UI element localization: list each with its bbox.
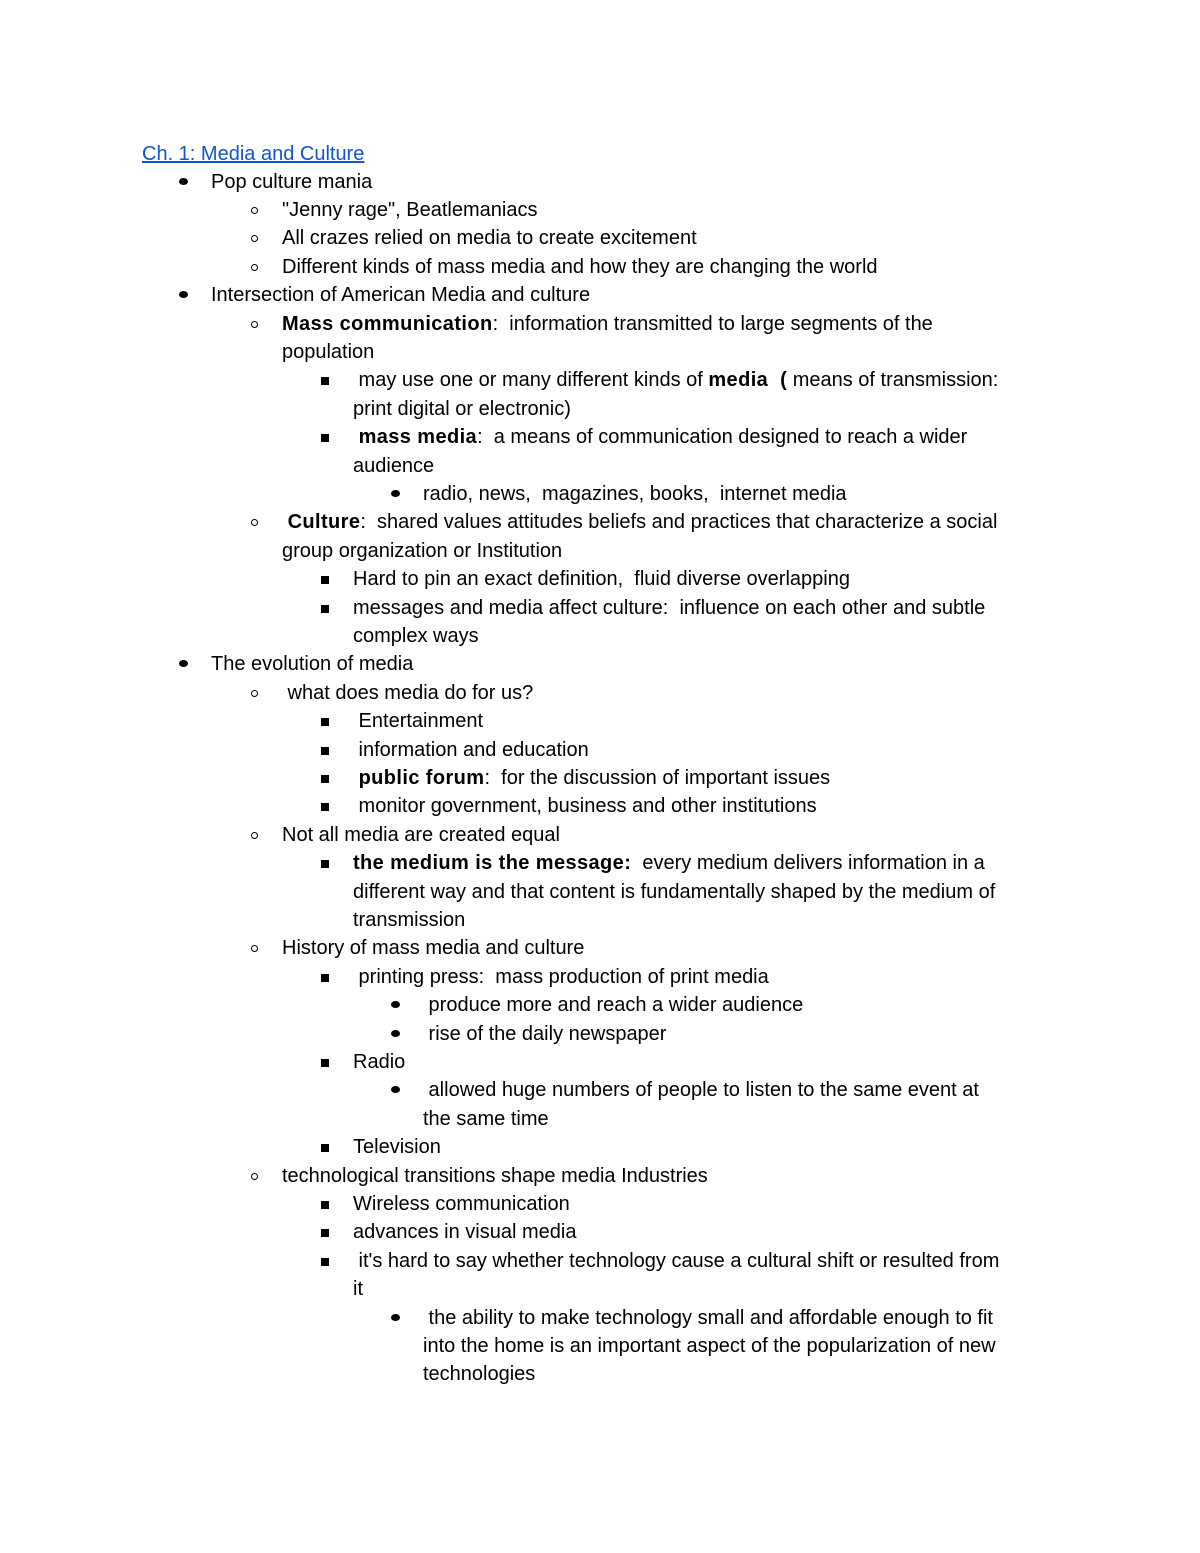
item-text-line: Wireless communication [353, 1192, 570, 1215]
list-item [353, 792, 817, 820]
list-item [282, 224, 697, 252]
item-text-line: group organization or Institution [282, 539, 563, 562]
bold-term: the medium is the message: [353, 852, 632, 875]
bold-term: Mass communication [282, 312, 493, 335]
list-item [353, 1247, 999, 1304]
item-text-line: it [353, 1278, 363, 1301]
item-text-line: All crazes relied on media to create excitement [282, 227, 697, 250]
item-text-line: audience [353, 454, 435, 477]
item-text-line: Television [353, 1136, 441, 1159]
item-text-line: what does media do for us? [282, 681, 534, 704]
item-text-line: rise of the daily newspaper [423, 1022, 667, 1045]
list-item [353, 1218, 576, 1246]
item-text-line: Pop culture mania [211, 170, 373, 193]
list-item [423, 1076, 979, 1133]
list-item [211, 650, 413, 678]
item-text-line: messages and media affect culture: influence on each other and subtle [353, 596, 986, 619]
list-item [353, 963, 769, 991]
list-item [353, 1133, 441, 1161]
list-item [353, 736, 589, 764]
item-text-line: monitor government, business and other institutions [353, 795, 817, 818]
item-text-line: Intersection of American Media and culture [211, 284, 591, 307]
item-text-line: the ability to make technology small and affordable enough to fit [423, 1306, 993, 1329]
item-text-line: complex ways [353, 624, 479, 647]
item-text-line: The evolution of media [211, 653, 414, 676]
item-text-line: advances in visual media [353, 1221, 577, 1244]
list-item [423, 1020, 666, 1048]
list-item [282, 310, 933, 367]
item-text-line: transmission [353, 908, 466, 931]
chapter-title-link[interactable]: Ch. 1: Media and Culture [142, 143, 365, 165]
list-item [353, 594, 985, 651]
item-text-line: radio, news, magazines, books, internet media [423, 482, 847, 505]
item-text-line: technologies [423, 1363, 536, 1386]
item-text-line: every medium delivers information in a [631, 852, 985, 875]
item-text-line: History of mass media and culture [282, 937, 585, 960]
item-text-line: it's hard to say whether technology cause a cultural shift or resulted from [353, 1249, 1000, 1272]
list-item [282, 821, 560, 849]
list-item [353, 423, 967, 480]
list-item [423, 991, 803, 1019]
item-text-line: : information transmitted to large segments of the [492, 312, 933, 335]
item-text-line: allowed huge numbers of people to listen to the same event at [423, 1079, 979, 1102]
list-item [282, 1162, 708, 1190]
item-text-line: different way and that content is fundamentally shaped by the medium of [353, 880, 996, 903]
list-item [353, 707, 483, 735]
item-text-line: : for the discussion of important issues [484, 766, 831, 789]
list-item [282, 508, 997, 565]
bold-term: media ( [708, 369, 788, 392]
item-text-line: means of transmission: [787, 369, 999, 392]
list-item [282, 253, 878, 281]
list-item [353, 1190, 570, 1218]
list-item [353, 764, 830, 792]
item-text-line: print digital or electronic) [353, 397, 571, 420]
item-text-line: information and education [353, 738, 589, 761]
item-text-line: into the home is an important aspect of the popularization of new [423, 1334, 996, 1357]
item-text-line: the same time [423, 1107, 549, 1130]
bold-term: mass media [358, 426, 478, 449]
list-item [423, 1304, 996, 1389]
list-item [282, 196, 537, 224]
list-item [353, 565, 850, 593]
item-text-line: Entertainment [353, 710, 484, 733]
item-text-line: : a means of communication designed to reach a wider [477, 426, 968, 449]
item-text-line: population [282, 340, 375, 363]
list-item [282, 934, 584, 962]
list-item [353, 366, 998, 423]
item-text-line: "Jenny rage", Beatlemaniacs [282, 198, 538, 221]
item-text-prefix: may use one or many different kinds of [353, 369, 709, 392]
item-text-line: produce more and reach a wider audience [423, 994, 804, 1017]
list-item [211, 281, 590, 309]
item-text-line: Not all media are created equal [282, 823, 560, 846]
item-text-line: Radio [353, 1050, 406, 1073]
item-text-line: printing press: mass production of print media [353, 965, 769, 988]
bold-term: Culture [287, 511, 361, 534]
list-item [423, 480, 847, 508]
list-item [211, 168, 372, 196]
bold-term: public forum [358, 766, 485, 789]
item-text-line: Different kinds of mass media and how they are changing the world [282, 255, 878, 278]
item-text-line: technological transitions shape media Industries [282, 1164, 708, 1187]
list-item [282, 679, 533, 707]
list-item [353, 849, 995, 934]
list-item [353, 1048, 405, 1076]
item-text-line: Hard to pin an exact definition, fluid diverse overlapping [353, 568, 850, 591]
item-text-line: : shared values attitudes beliefs and practices that characterize a social [360, 511, 998, 534]
